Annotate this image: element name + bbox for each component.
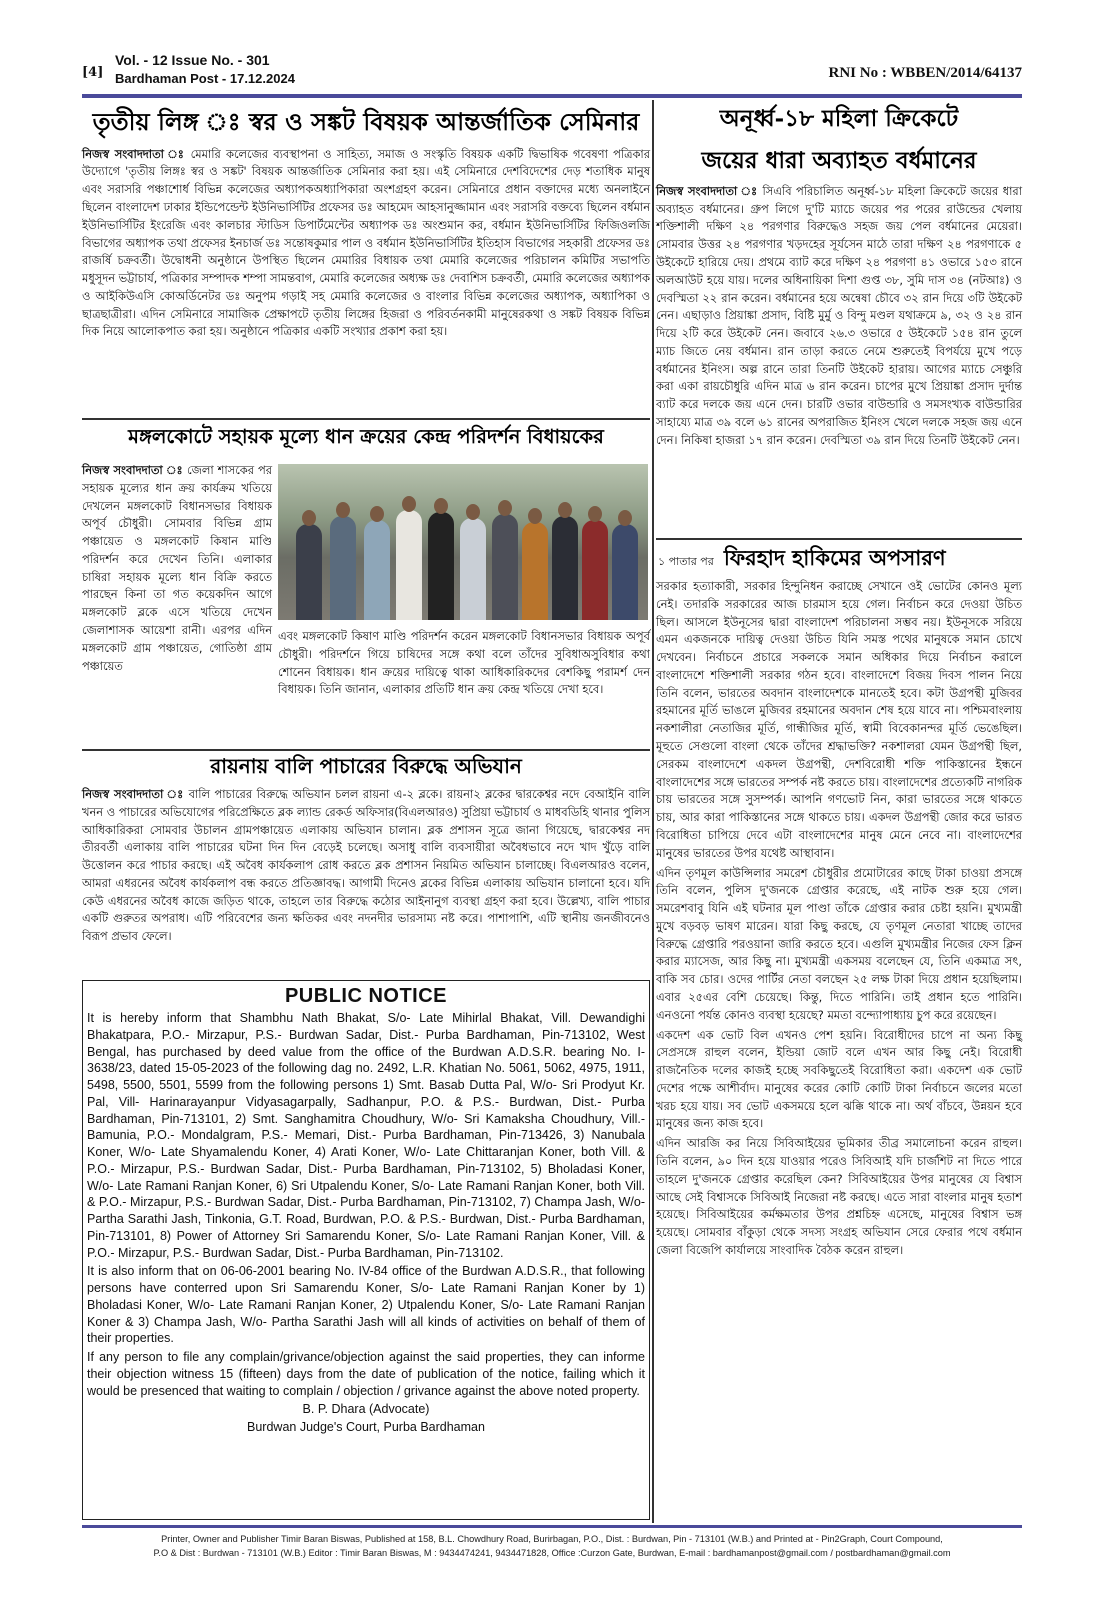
signatory: B. P. Dhara (Advocate) [302, 1402, 430, 1417]
notice-para-3: If any person to file any complain/grivance/objection against the said properties, they can informe their objection witness 15 (fifteen) days from the date of publication of the notice, failing which it would be presenced that waiting to complain / objection / grivance against the above noted property. [87, 1350, 645, 1398]
news-photo [278, 464, 648, 620]
body-paddy-left [82, 462, 272, 675]
body-paddy-right: এবং মঙ্গলকোট কিষাণ মাণ্ডি পরিদর্শন করেন মঙ্গলকোট বিধানসভার বিধায়ক অপূর্ব চৌধুরী। পরিদর্শনে গিয়ে চাষিদের সঙ্গে কথা বলে তাঁদের সুবিধাঅসুবিধার কথা শোনেন বিধায়ক। ধান ক্রয়ের দায়িত্বে থাকা আধিকারিকদের বেশকিছু পরামর্শ দেন বিধায়ক। তিনি জানান, এলাকার প্রতিটি ধান ক্রয় কেন্দ্র খতিয়ে দেখা হবে। [278, 629, 650, 697]
paper-date: Bardhaman Post - 17.12.2024 [115, 71, 295, 86]
public-notice [82, 980, 650, 1520]
article-cricket [656, 100, 1022, 538]
headline-paddy: মঙ্গলকোটে সহায়ক মূল্যে ধান ক্রয়ের কেন্দ্র পরিদর্শন বিধায়কের [128, 425, 604, 448]
court: Burdwan Judge's Court, Purba Bardhaman [247, 1419, 485, 1434]
article-firhad [656, 546, 1022, 1260]
rni-number: RNI No : WBBEN/2014/64137 [828, 65, 1022, 81]
imprint-line-2: P.O & Dist : Burdwan - 713101 (W.B.) Editor : Timir Baran Biswas, M : 9434474241, 9434471828, Office :Curzon Gate, Burdwan, E-mail : bardhamanpost@gmail.com / postbardhaman@gmail.com [153, 1548, 951, 1559]
body-cricket [656, 183, 1022, 450]
byline: নিজস্ব সংবাদদাতা ঃ [82, 146, 186, 161]
body-seminar [82, 146, 650, 342]
body-text: জেলা শাসকের পর সহায়ক মূল্যের ধান ক্রয় কার্যক্রম খতিয়ে দেখলেন মঙ্গলকোট বিধানসভার বিধায়ক অপূর্ব চৌধুরী। সোমবার বিভিন্ন গ্রাম পঞ্চায়েত ও মঙ্গলকোট কিষান মাণ্ডি পরিদর্শন করে দেখেন তিনি। এলাকার চাষিরা সহায়ক মূল্যে ধান বিক্রি করতে পারছেন কিনা তা গত কয়েকদিন আগে মঙ্গলকোট ব্লকে এসে খতিয়ে দেখেন জেলাশাসক আয়েশা রানী। এরপর এদিন মঙ্গলকোট গ্রাম পঞ্চায়েত, গোতিষ্ঠা গ্রাম পঞ্চায়েত [82, 463, 272, 673]
volume-issue: Vol. - 12 Issue No. - 301 [115, 52, 270, 68]
paragraph: একদেশ এক ভোট বিল এখনও পেশ হয়নি। বিরোধীদের চাপে না অন্য কিছু সেপ্রসঙ্গে রাহুল বলেন, ইন্ডিয়া জোট বলে এখন আর কিছু নেই। বিরোধী রাজনৈতিক দলের কাজই হচ্ছে সবকিছুতেই বিরোধিতা করা। একদেশ এক ভোট দেশের পক্ষে আশীর্বাদ। মানুষের করের কোটি কোটি টাকা নির্বাচনে জলের মতো খরচ হয়ে যায়। সব ভোট একসময়ে হলে ঝক্কি থাকে না। অর্থ বাঁচবে, উন্নয়ন হবে মানুষের জন্য কাজ হবে। [656, 1027, 1022, 1131]
notice-para-2: It is also inform that on 06-06-2001 bearing No. IV-84 office of the Burdwan A.D.S.R., that following persons have conterred upon Sri Samarendu Koner, S/o- Late Ramani Ranjan Koner by 1) Bholadasi Koner, W/o- Late Ramani Ranjan Koner, 2) Utpalendu Koner, S/o- Late Ramani Ranjan Koner & 3) Champa Jash, W/o- Partha Sarathi Jash will all kinds of activities on behalf of them of their properties. [87, 1264, 645, 1346]
paragraph: এদিন আরজি কর নিয়ে সিবিআইয়ের ভূমিকার তীব্র সমালোচনা করেন রাহুল। তিনি বলেন, ৯০ দিন হয়ে যাওয়ার পরেও সিবিআই যদি চার্জশিট না দিতে পারে তাহলে দু'জনকে গ্রেপ্তার করেছিল কেন? সিবিআইয়ের উপর মানুষের যে বিশ্বাস আছে সেই বিশ্বাসকে সিবিআই নিজেরা নষ্ট করছে। এতে সারা বাংলার মানুষ হতাশ হয়েছে। সিবিআইয়ের কর্মক্ষমতার উপর প্রশ্নচিহ্ন এসেছে, মানুষের বিশ্বাস ভঙ্গ হয়েছে। সোমবার বাঁকুড়া থেকে সদস্য সংগ্রহ অভিযান সেরে ফেরার পথে বর্ধমান জেলা বিজেপি কার্যালয়ে সাংবাদিক বৈঠক করেন রাহুল। [656, 1136, 1022, 1257]
left-column [82, 100, 650, 1523]
notice-para-1: It is hereby inform that Shambhu Nath Bhakat, S/o- Late Mihirlal Bhakat, Vill. Dewandighi Bhakatpara, P.O.- Mirzapur, P.S.- Burdwan Sadar, Dist.- Purba Bardhaman, Pin-713102, West Bengal, has purchased by deed value from the office of the Burdwan A.D.S.R. bearing No. I-3638/23, dated 15-05-2023 of the following dag no. 2492, L.R. Khatian No. 5061, 5062, 4975, 1911, 5498, 5500, 5501, 5599 from the following persons 1) Smt. Basab Dutta Pal, W/o- Sri Prodyut Kr. Pal, Vill- Harinarayanpur Vidyasagarpally, Sadhanpur, P.O. & P.S.- Burdwan, Dist.- Purba Bardhaman, Pin-713101, 2) Smt. Sanghamitra Choudhury, W/o- Sri Kamaksha Choudhury, Vill.- Bamunia, P.O.- Mondalgram, P.S.- Memari, Dist.- Purba Bardhaman, Pin-713426, 3) Nanubala Koner, W/o- Late Shyamalendu Koner, 4) Arati Koner, W/o- Late Chittaranjan Koner, both Vill. & P.O.- Mirzapur, P.S.- Burdwan Sadar, Dist.- Purba Bardhaman, Pin-713102, 5) Bholadasi Koner, W/o- Late Ramani Ranjan Koner, 6) Sri Utpalendu Koner, S/o- Late Ramani Ranjan Koner, both Vill. & P.O.- Mirzapur, P.S.- Burdwan Sadar, Dist.- Purba Bardhaman, Pin-713102, 7) Champa Jash, W/o- Partha Sarathi Jash, Tinkonia, G.T. Road, Burdwan, P.O. & P.S.- Burdwan, Dist.- Purba Bardhaman, Pin-713101, 8) Power of Attorney Sri Samarendu Koner, S/o- Late Ramani Ranjan Koner, Vill. & P.O.- Mirzapur, P.S.- Burdwan Sadar, Dist.- Purba Bardhaman, Pin-713102. [87, 1011, 645, 1260]
article-sand [82, 753, 650, 975]
headline-seminar: তৃতীয় লিঙ্গ ঃ স্বর ও সঙ্কট বিষয়ক আন্তর্জাতিক সেমিনার [92, 107, 640, 136]
divider [82, 418, 650, 420]
paragraph: সরকার হত্যাকারী, সরকার হিন্দুনিধন করাচ্ছে সেখানে ওই ভোটের কোনও মূল্য নেই। তদারকি সরকারের আজ চারমাস হয়ে গেল। নির্বাচন করে দেওয়া উচিত ছিল। আসলে ইউনূসের দ্বারা বাংলাদেশ পরিচালনা সম্ভব নয়। ইউনূসকে সরিয়ে এমন একজনকে দায়িত্ব দেওয়া উচিত যিনি সমস্ত পথের মানুষকে সমান চোখে দেখবেন। নির্বাচনে প্রচারে সকলকে সমান অধিকার দিয়ে নির্বাচন করালে বাংলাদেশে শক্তিশালী সরকার গঠন হবে। বাংলাদেশে বিজয় দিবস পালন নিয়ে তিনি বলেন, ভারতের অবদান বাংলাদেশকে মানতেই হবে। কটা উগ্রপন্থী মুজিবর রহমানের মূর্তি ভাঙলে মুজিবর রহমানের অবদান শেষ হয়ে যাবে না। পশ্চিমবাংলায় নকশালীরা নেতাজির মূর্তি, গান্ধীজির মূর্তি, স্বামী বিবেকানন্দর মূর্তি ভেঙেছিল। মূহুতে সেগুলো বাংলা থেকে তাঁদের শ্রদ্ধাভক্তি? নকশালরা যেমন উগ্রপন্থী ছিল, সেরকম বাংলাদেশে একদল উগ্রপন্থী, দেশবিরোধী শক্তি পাকিস্তানের ইন্ধনে বাংলাদেশের সঙ্গে ভারতের সম্পর্ক নষ্ট করতে চায়। বাংলাদেশের প্রত্যেকটি নাগরিক চায় ভারতের সঙ্গে সুসম্পর্ক। আপনি গণভোট নিন, কারা ভারতের সঙ্গে থাকতে চায়, আর কারা পাকিস্তানের সঙ্গে থাকতে চায়। একদল উগ্রপন্থী জোর করে ভারত বিরোধিতা চাপিয়ে দেবে এটা বাংলাদেশের মানুষ মেনে নেবে না। বাংলাদেশের মানুষের ভারতের উপর যথেষ্ট আস্থাবান। [656, 579, 1022, 860]
headline-firhad: ফিরহাদ হাকিমের অপসারণ [723, 545, 946, 570]
divider [656, 538, 1022, 540]
bottom-rule [82, 1525, 1022, 1528]
divider [82, 749, 650, 751]
masthead [82, 52, 1022, 94]
body-text: সিএবি পরিচালিত অনূর্ধ্ব-১৮ মহিলা ক্রিকেটে জয়ের ধারা অব্যাহত বর্ধমানের। গ্রুপ লিগে দু'টি ম্যাচে জয়ের পর পরের রাউন্ডের খেলায় শক্তিশালী দক্ষিণ ২৪ পরগণার বিরুদ্ধেও সহজ জয় পেল বর্ধমানের মেয়েরা। সোমবার উত্তর ২৪ পরগণার খড়দহের সূর্যসেন মাঠে তারা দক্ষিণ ২৪ পরগণাকে ৫ উইকেটে হারিয়ে দেয়। প্রথমে ব্যাট করে দক্ষিণ ২৪ পরগণা ৪১ ওভারে ১৫৩ রানে অলআউট হয়ে যায়। দলের অধিনায়িকা দিশা গুপ্ত ৩৮, সুমি দাস ৩৪ (নটআঃ) ও দেবস্মিতা ২২ রান করেন। বর্ধমানের হয়ে অন্বেষা চৌবে ৩২ রান দিয়ে ৩টি উইকেট নেন। এছাড়াও প্রিয়াঙ্কা প্রসাদ, বিষ্টি মুর্মু ও বিন্দু মণ্ডল যথাক্রমে ৯, ৩২ ও ২৪ রান দিয়ে ২টি করে উইকেট নেন। জবাবে ২৬.৩ ওভারে ৫ উইকেটে ১৫৪ রান তুলে ম্যাচ জিতে নেয় বর্ধমান। রান তাড়া করতে নেমে শুরুতেই বিপর্যয়ে মুখে পড়ে বর্ধমানের ইনিংস। অল্প রানে তারা তিনটি উইকেট হারায়। আগের ম্যাচে সেঞ্চুরি করা একা রায়চৌধুরি এদিন মাত্র ৬ রান করেন। চাপের মুখে প্রিয়াঙ্কা প্রসাদ দুর্দান্ত ব্যাট করে দলকে জয় এনে দেন। চারটি ওভার বাউন্ডারি ও সমসংখ্যক বাউন্ডারির সাহায্যে মাত্র ৩৯ বলে ৬১ রানের অপরাজিত ইনিংস খেলে দলকে সহজ জয় এনে দেন। নিকিষা হাজরা ১৭ রান করেন। দেবস্মিতা ৩৯ রান দিয়ে তিনটি উইকেট নেন। [656, 183, 1022, 447]
byline: নিজস্ব সংবাদদাতা ঃ [82, 463, 183, 477]
byline: নিজস্ব সংবাদদাতা ঃ [82, 787, 185, 801]
notice-signature [87, 1401, 645, 1436]
notice-title: PUBLIC NOTICE [284, 985, 448, 1007]
imprint [82, 1532, 1022, 1561]
body-text: মেমারি কলেজের ব্যবস্থাপনা ও সাহিত্য, সমাজ ও সংস্কৃতি বিষয়ক একটি দ্বিভাষিক গবেষণা পত্রিকার উদ্যোগে 'তৃতীয় লিঙ্গঃ স্বর ও সঙ্কট' বিষয়ক আন্তর্জাতিক সেমিনার করা হয়। এই সেমিনারে দেশবিদেশের দেড় শতাধিক মানুষ এবং সরাসরি পঞ্চাশোর্ধ বিভিন্ন কলেজের অধ্যাপকঅধ্যাপিকারা অংশগ্রহণ করেন। সেমিনারে প্রধান বক্তাদের মধ্যে অনলাইনে ছিলেন বাংলাদেশ ঢাকার ইন্ডিপেন্ডেন্ট ইউনিভার্সিটির প্রফেসর ডঃ আহমেদ আহসানুজ্জামান এবং সরাসরি বক্তব্যে ছিলেন বর্ধমান ইউনিভার্সিটির ইংরেজি এবং কালচার স্টাডিস ডিপার্টমেন্টের অধ্যাপক ডঃ অংশুমান কর, বর্ধমান ইউনিভার্সিটির ফিজিওলজি বিভাগের অধ্যাপক তথা প্রফেসর ইনচার্জ ডঃ সন্তোষকুমার পাল ও বর্ধমান ইউনিভার্সিটির ইতিহাস বিভাগের সহকারী প্রফেসর ডঃ রাজর্ষি চক্রবর্তী। উদ্বোধনী অনুষ্ঠানে উপস্থিত ছিলেন মেমারির বিধায়ক তথা মেমারি কলেজের পরিচালন কমিটির সভাপতি মধুসূদন ভট্টাচার্য, পত্রিকার সম্পাদক শম্পা সামন্তবাগ, মেমারি কলেজের অধ্যক্ষ ডঃ দেবাশিস চক্রবর্তী, মেমারি কলেজের অধ্যাপক ও আইকিউএসি কোঅর্ডিনেটর ডঃ অনুপম গড়াই সহ মেমারি কলেজের ও বাংলার বিভিন্ন কলেজের অধ্যাপক, অধ্যাপিকা ও ছাত্রছাত্রীরা। এদিন সেমিনারে সামাজিক প্রেক্ষাপটে তৃতীয় লিঙ্গের হিজরা ও পরিবর্তনকামী মানুষেরকথা ও সঙ্কট বিষয়ক বিভিন্ন দিক নিয়ে আলোকপাত করা হয়। অনুষ্ঠানে পত্রিকার একটি সংখ্যার প্রকাশ করা হয়। [82, 146, 650, 339]
byline: নিজস্ব সংবাদদাতা ঃ [656, 183, 758, 198]
headline-sand: রায়নায় বালি পাচারের বিরুদ্ধে অভিযান [210, 754, 522, 778]
headline-row [656, 546, 1022, 572]
paragraph: এদিন তৃণমূল কাউন্সিলার সমরেশ চৌধুরীর প্রমোটারের কাছে টাকা চাওয়া প্রসঙ্গে তিনি বলেন, পুলিস দু'জনকে গ্রেপ্তার করেছে, এই নাটক শুরু হয়ে গেল। সমরেশবাবু যিনি এই ঘটনার মূল পাণ্ডা তাঁকে গ্রেপ্তার করার চেষ্টা হয়নি। মুখ্যমন্ত্রী মুখে বড়বড় ভাষণ মারেন। যারা কিছু করছে, যে তৃণমূল নেতারা খাচ্ছে তাদের বিরুদ্ধে গ্রেপ্তারি পরওয়ানা জারি করতে হবে। এগুলি মুখ্যমন্ত্রীর নিজের ফেস ক্লিন করার ম্যাসেজ, আর কিছু না। মুখ্যমন্ত্রী একসময় বলেছেন যে, তিনি একমাত্র সৎ, বাকি সব চোর। ওদের পার্টির নেতা বলছেন ২৫ লক্ষ টাকা দিয়ে প্রধান হয়েছিলাম। এবার ২৫এর বেশি চেয়েছে। কিন্তু, দিতে পারিনি। তাই প্রধান হতে পারিনি। এনওনো পর্যন্ত কোনও ব্যবস্থা হয়েছে? মমতা বন্দ্যোপাধ্যায় চুপ করে রয়েছেন। [656, 865, 1022, 1022]
column-divider [652, 100, 654, 1523]
right-column [656, 100, 1022, 1523]
body-firhad [656, 578, 1022, 1260]
page-number: [4] [82, 65, 104, 80]
headline-cricket-1: অনূর্ধ্ব-১৮ মহিলা ক্রিকেটে [719, 105, 959, 132]
body-text: বালি পাচারের বিরুদ্ধে অভিযান চলল রায়না এ-২ ব্লকে। রায়না২ ব্লকের দ্বারকেশ্বর নদে বেআইনি বালি খনন ও পাচারের অভিযোগের পরিপ্রেক্ষিতে ব্লক ল্যান্ড রেকর্ড অফিসার(বিএলআরও) সুপ্রিয়া ভট্টাচার্য ও মাধবডিহি থানার পুলিস আধিকারিকরা সোমবার উচালন গ্রামপঞ্চায়েত এলাকায় অভিযান চালান। ব্লক প্রশাসন সূত্রে জানা গিয়েছে, দ্বারকেশ্বর নদ তীরবর্তী এলাকায় বালি পাচারের ঘটনা দিন দিন বেড়েই চলেছে। অসাধু বালি ব্যবসায়ীরা অবৈধভাবে নদে খাদ খুঁড়ে বালি উত্তোলন করে পাচার করছে। এই অবৈধ কার্যকলাপ রোধ করতে ব্লক প্রশাসন নিয়মিত অভিযান চালাচ্ছে। বিএলআরও বলেন, আমরা এধরনের অবৈধ কার্যকলাপ বন্ধ করতে প্রতিজ্ঞাবদ্ধ। আগামী দিনেও ব্লকের বিভিন্ন এলাকায় অভিযান চালানো হবে। যদি কেউ এধরনের অবৈধ কাজে জড়িত থাকে, তাহলে তার বিরুদ্ধে কঠোর আইনানুগ ব্যবস্থা গ্রহণ করা হবে। উল্লেখ্য, বালি পাচার একটি গুরুতর অপরাধ। এটি পরিবেশের জন্য ক্ষতিকর এবং নদনদীর ভারসাম্য নষ্ট করে। পাশাপাশি, এটি স্থানীয় জনজীবনেও বিরূপ প্রভাব ফেলে। [82, 787, 650, 944]
article-seminar [82, 100, 650, 418]
continued-label: ১ পাতার পর [658, 555, 714, 568]
imprint-line-1: Printer, Owner and Publisher Timir Baran Biswas, Published at 158, B.L. Chowdhury Road, Burirbagan, P.O., Dist. : Burdwan, Pin - 713101 (W.B.) and Printed at - Pin2Graph, Court Compound, [161, 1534, 943, 1544]
article-paddy [82, 422, 650, 748]
body-sand [82, 786, 650, 946]
headline-cricket-2: জয়ের ধারা অব্যাহত বর্ধমানের [701, 147, 977, 175]
top-rule [82, 94, 1022, 98]
